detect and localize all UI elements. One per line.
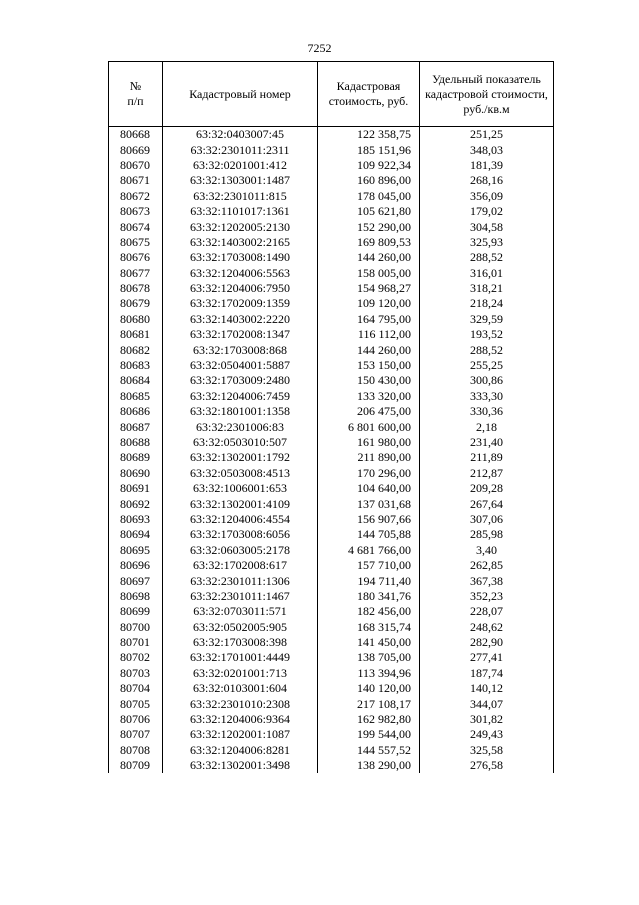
cadastral-cost-cell: 158 005,00 (318, 266, 420, 281)
cadastral-cost-cell: 154 968,27 (318, 281, 420, 296)
row-number-cell: 80704 (109, 681, 163, 696)
table-row (109, 696, 554, 711)
specific-value-cell: 211,89 (420, 450, 554, 465)
row-number-cell: 80690 (109, 466, 163, 481)
cadastral-number-cell: 63:32:1703008:6056 (163, 527, 318, 542)
specific-value-cell: 348,03 (420, 142, 554, 157)
table-row (109, 373, 554, 388)
row-number-cell: 80705 (109, 696, 163, 711)
specific-value-cell: 352,23 (420, 589, 554, 604)
cadastral-number-cell: 63:32:1202001:1087 (163, 727, 318, 742)
cadastral-number-cell: 63:32:0103001:604 (163, 681, 318, 696)
cadastral-cost-cell: 138 290,00 (318, 758, 420, 773)
table-row (109, 481, 554, 496)
row-number-cell: 80697 (109, 573, 163, 588)
cadastral-number-cell: 63:32:1204006:5563 (163, 266, 318, 281)
row-number-cell: 80687 (109, 419, 163, 434)
header-row-number-symbol: № (129, 79, 142, 93)
cadastral-cost-cell: 122 358,75 (318, 127, 420, 143)
table-row (109, 435, 554, 450)
specific-value-cell: 285,98 (420, 527, 554, 542)
cadastral-cost-cell: 162 982,80 (318, 712, 420, 727)
specific-value-cell: 300,86 (420, 373, 554, 388)
specific-value-cell: 209,28 (420, 481, 554, 496)
specific-value-cell: 248,62 (420, 620, 554, 635)
specific-value-cell: 288,52 (420, 342, 554, 357)
cadastral-cost-cell: 206 475,00 (318, 404, 420, 419)
cadastral-number-cell: 63:32:2301011:815 (163, 189, 318, 204)
table-row (109, 681, 554, 696)
row-number-cell: 80679 (109, 296, 163, 311)
row-number-cell: 80668 (109, 127, 163, 143)
cadastral-cost-cell: 144 557,52 (318, 743, 420, 758)
table-row (109, 712, 554, 727)
header-specific-value: Удельный показатель кадастровой стоимости, руб./кв.м (420, 62, 554, 127)
cadastral-number-cell: 63:32:1006001:653 (163, 481, 318, 496)
table-row (109, 589, 554, 604)
specific-value-cell: 301,82 (420, 712, 554, 727)
cadastral-number-cell: 63:32:2301011:1306 (163, 573, 318, 588)
cadastral-cost-cell: 178 045,00 (318, 189, 420, 204)
row-number-cell: 80688 (109, 435, 163, 450)
cadastral-cost-cell: 152 290,00 (318, 219, 420, 234)
cadastral-cost-cell: 137 031,68 (318, 496, 420, 511)
cadastral-table (108, 61, 554, 773)
cadastral-number-cell: 63:32:1403002:2165 (163, 235, 318, 250)
cadastral-number-cell: 63:32:1204006:8281 (163, 743, 318, 758)
row-number-cell: 80672 (109, 189, 163, 204)
cadastral-number-cell: 63:32:1702008:617 (163, 558, 318, 573)
table-row (109, 296, 554, 311)
table-row (109, 727, 554, 742)
cadastral-number-cell: 63:32:0201001:713 (163, 666, 318, 681)
cadastral-cost-cell: 160 896,00 (318, 173, 420, 188)
cadastral-number-cell: 63:32:1303001:1487 (163, 173, 318, 188)
cadastral-number-cell: 63:32:1302001:1792 (163, 450, 318, 465)
cadastral-number-cell: 63:32:2301010:2308 (163, 696, 318, 711)
cadastral-cost-cell: 164 795,00 (318, 312, 420, 327)
row-number-cell: 80709 (109, 758, 163, 773)
specific-value-cell: 179,02 (420, 204, 554, 219)
table-row (109, 404, 554, 419)
table-row (109, 266, 554, 281)
specific-value-cell: 307,06 (420, 512, 554, 527)
cadastral-number-cell: 63:32:1703009:2480 (163, 373, 318, 388)
row-number-cell: 80701 (109, 635, 163, 650)
cadastral-number-cell: 63:32:1101017:1361 (163, 204, 318, 219)
table-row (109, 635, 554, 650)
row-number-cell: 80677 (109, 266, 163, 281)
table-row (109, 666, 554, 681)
table-row (109, 173, 554, 188)
table-row (109, 450, 554, 465)
cadastral-cost-cell: 105 621,80 (318, 204, 420, 219)
cadastral-cost-cell: 180 341,76 (318, 589, 420, 604)
row-number-cell: 80680 (109, 312, 163, 327)
specific-value-cell: 282,90 (420, 635, 554, 650)
row-number-cell: 80670 (109, 158, 163, 173)
cadastral-number-cell: 63:32:0603005:2178 (163, 543, 318, 558)
row-number-cell: 80695 (109, 543, 163, 558)
cadastral-cost-cell: 144 260,00 (318, 250, 420, 265)
header-row-number (109, 62, 163, 127)
cadastral-cost-cell: 109 120,00 (318, 296, 420, 311)
row-number-cell: 80669 (109, 142, 163, 157)
specific-value-cell: 277,41 (420, 650, 554, 665)
table-row (109, 235, 554, 250)
row-number-cell: 80684 (109, 373, 163, 388)
cadastral-cost-cell: 4 681 766,00 (318, 543, 420, 558)
cadastral-cost-cell: 140 120,00 (318, 681, 420, 696)
row-number-cell: 80698 (109, 589, 163, 604)
table-row (109, 127, 554, 143)
table-row (109, 620, 554, 635)
specific-value-cell: 249,43 (420, 727, 554, 742)
specific-value-cell: 344,07 (420, 696, 554, 711)
cadastral-cost-cell: 6 801 600,00 (318, 419, 420, 434)
specific-value-cell: 187,74 (420, 666, 554, 681)
row-number-cell: 80681 (109, 327, 163, 342)
specific-value-cell: 218,24 (420, 296, 554, 311)
cadastral-number-cell: 63:32:1702008:1347 (163, 327, 318, 342)
cadastral-number-cell: 63:32:1204006:4554 (163, 512, 318, 527)
cadastral-cost-cell: 168 315,74 (318, 620, 420, 635)
table-row (109, 204, 554, 219)
specific-value-cell: 140,12 (420, 681, 554, 696)
table-row (109, 558, 554, 573)
row-number-cell: 80689 (109, 450, 163, 465)
cadastral-cost-cell: 182 456,00 (318, 604, 420, 619)
specific-value-cell: 288,52 (420, 250, 554, 265)
row-number-cell: 80692 (109, 496, 163, 511)
specific-value-cell: 231,40 (420, 435, 554, 450)
cadastral-cost-cell: 144 705,88 (318, 527, 420, 542)
table-row (109, 543, 554, 558)
cadastral-number-cell: 63:32:0403007:45 (163, 127, 318, 143)
table-row (109, 496, 554, 511)
cadastral-cost-cell: 194 711,40 (318, 573, 420, 588)
row-number-cell: 80694 (109, 527, 163, 542)
cadastral-number-cell: 63:32:1204006:7459 (163, 389, 318, 404)
specific-value-cell: 212,87 (420, 466, 554, 481)
cadastral-number-cell: 63:32:1703008:868 (163, 342, 318, 357)
table-row (109, 312, 554, 327)
table-header-row (109, 62, 554, 127)
cadastral-number-cell: 63:32:2301011:1467 (163, 589, 318, 604)
specific-value-cell: 193,52 (420, 327, 554, 342)
cadastral-cost-cell: 109 922,34 (318, 158, 420, 173)
header-cadastral-cost: Кадастровая стоимость, руб. (318, 62, 420, 127)
cadastral-number-cell: 63:32:1703008:1490 (163, 250, 318, 265)
table-row (109, 650, 554, 665)
table-row (109, 281, 554, 296)
cadastral-number-cell: 63:32:0703011:571 (163, 604, 318, 619)
cadastral-cost-cell: 133 320,00 (318, 389, 420, 404)
cadastral-number-cell: 63:32:1204006:7950 (163, 281, 318, 296)
row-number-cell: 80708 (109, 743, 163, 758)
cadastral-number-cell: 63:32:1202005:2130 (163, 219, 318, 234)
cadastral-cost-cell: 141 450,00 (318, 635, 420, 650)
specific-value-cell: 181,39 (420, 158, 554, 173)
row-number-cell: 80683 (109, 358, 163, 373)
row-number-cell: 80699 (109, 604, 163, 619)
row-number-cell: 80682 (109, 342, 163, 357)
cadastral-number-cell: 63:32:0503008:4513 (163, 466, 318, 481)
cadastral-cost-cell: 199 544,00 (318, 727, 420, 742)
specific-value-cell: 228,07 (420, 604, 554, 619)
table-row (109, 250, 554, 265)
table-row (109, 358, 554, 373)
page-number: 7252 (307, 41, 332, 55)
cadastral-number-cell: 63:32:1204006:9364 (163, 712, 318, 727)
table-row (109, 389, 554, 404)
table-row (109, 142, 554, 157)
cadastral-cost-cell: 169 809,53 (318, 235, 420, 250)
table-row (109, 219, 554, 234)
cadastral-number-cell: 63:32:1702009:1359 (163, 296, 318, 311)
cadastral-number-cell: 63:32:2301006:83 (163, 419, 318, 434)
row-number-cell: 80696 (109, 558, 163, 573)
specific-value-cell: 304,58 (420, 219, 554, 234)
specific-value-cell: 3,40 (420, 543, 554, 558)
specific-value-cell: 330,36 (420, 404, 554, 419)
cadastral-cost-cell: 211 890,00 (318, 450, 420, 465)
specific-value-cell: 255,25 (420, 358, 554, 373)
row-number-cell: 80685 (109, 389, 163, 404)
specific-value-cell: 268,16 (420, 173, 554, 188)
table-row (109, 189, 554, 204)
header-row-number-label: п/п (127, 94, 144, 108)
cadastral-cost-cell: 156 907,66 (318, 512, 420, 527)
specific-value-cell: 367,38 (420, 573, 554, 588)
cadastral-cost-cell: 113 394,96 (318, 666, 420, 681)
row-number-cell: 80706 (109, 712, 163, 727)
cadastral-cost-cell: 157 710,00 (318, 558, 420, 573)
row-number-cell: 80674 (109, 219, 163, 234)
cadastral-number-cell: 63:32:1801001:1358 (163, 404, 318, 419)
row-number-cell: 80702 (109, 650, 163, 665)
table-row (109, 512, 554, 527)
specific-value-cell: 329,59 (420, 312, 554, 327)
row-number-cell: 80678 (109, 281, 163, 296)
cadastral-cost-cell: 217 108,17 (318, 696, 420, 711)
specific-value-cell: 356,09 (420, 189, 554, 204)
row-number-cell: 80691 (109, 481, 163, 496)
row-number-cell: 80673 (109, 204, 163, 219)
specific-value-cell: 251,25 (420, 127, 554, 143)
row-number-cell: 80693 (109, 512, 163, 527)
cadastral-cost-cell: 116 112,00 (318, 327, 420, 342)
cadastral-number-cell: 63:32:1403002:2220 (163, 312, 318, 327)
row-number-cell: 80700 (109, 620, 163, 635)
table-body (109, 127, 554, 774)
specific-value-cell: 267,64 (420, 496, 554, 511)
row-number-cell: 80707 (109, 727, 163, 742)
table-row (109, 158, 554, 173)
cadastral-number-cell: 63:32:0502005:905 (163, 620, 318, 635)
cadastral-cost-cell: 138 705,00 (318, 650, 420, 665)
cadastral-cost-cell: 153 150,00 (318, 358, 420, 373)
cadastral-cost-cell: 161 980,00 (318, 435, 420, 450)
specific-value-cell: 316,01 (420, 266, 554, 281)
header-cadastral-number: Кадастровый номер (163, 62, 318, 127)
cadastral-cost-cell: 104 640,00 (318, 481, 420, 496)
specific-value-cell: 2,18 (420, 419, 554, 434)
table-row (109, 573, 554, 588)
row-number-cell: 80676 (109, 250, 163, 265)
specific-value-cell: 262,85 (420, 558, 554, 573)
table-row (109, 604, 554, 619)
cadastral-number-cell: 63:32:0201001:412 (163, 158, 318, 173)
cadastral-number-cell: 63:32:2301011:2311 (163, 142, 318, 157)
cadastral-number-cell: 63:32:1701001:4449 (163, 650, 318, 665)
table-row (109, 743, 554, 758)
specific-value-cell: 325,93 (420, 235, 554, 250)
table-row (109, 527, 554, 542)
table-row (109, 327, 554, 342)
cadastral-number-cell: 63:32:0503010:507 (163, 435, 318, 450)
row-number-cell: 80703 (109, 666, 163, 681)
specific-value-cell: 325,58 (420, 743, 554, 758)
row-number-cell: 80675 (109, 235, 163, 250)
table-row (109, 466, 554, 481)
cadastral-cost-cell: 144 260,00 (318, 342, 420, 357)
cadastral-number-cell: 63:32:1302001:4109 (163, 496, 318, 511)
specific-value-cell: 276,58 (420, 758, 554, 773)
cadastral-number-cell: 63:32:0504001:5887 (163, 358, 318, 373)
cadastral-cost-cell: 185 151,96 (318, 142, 420, 157)
table-row (109, 419, 554, 434)
cadastral-cost-cell: 170 296,00 (318, 466, 420, 481)
specific-value-cell: 333,30 (420, 389, 554, 404)
specific-value-cell: 318,21 (420, 281, 554, 296)
cadastral-number-cell: 63:32:1703008:398 (163, 635, 318, 650)
row-number-cell: 80671 (109, 173, 163, 188)
row-number-cell: 80686 (109, 404, 163, 419)
table-row (109, 342, 554, 357)
cadastral-cost-cell: 150 430,00 (318, 373, 420, 388)
cadastral-number-cell: 63:32:1302001:3498 (163, 758, 318, 773)
table-row (109, 758, 554, 773)
